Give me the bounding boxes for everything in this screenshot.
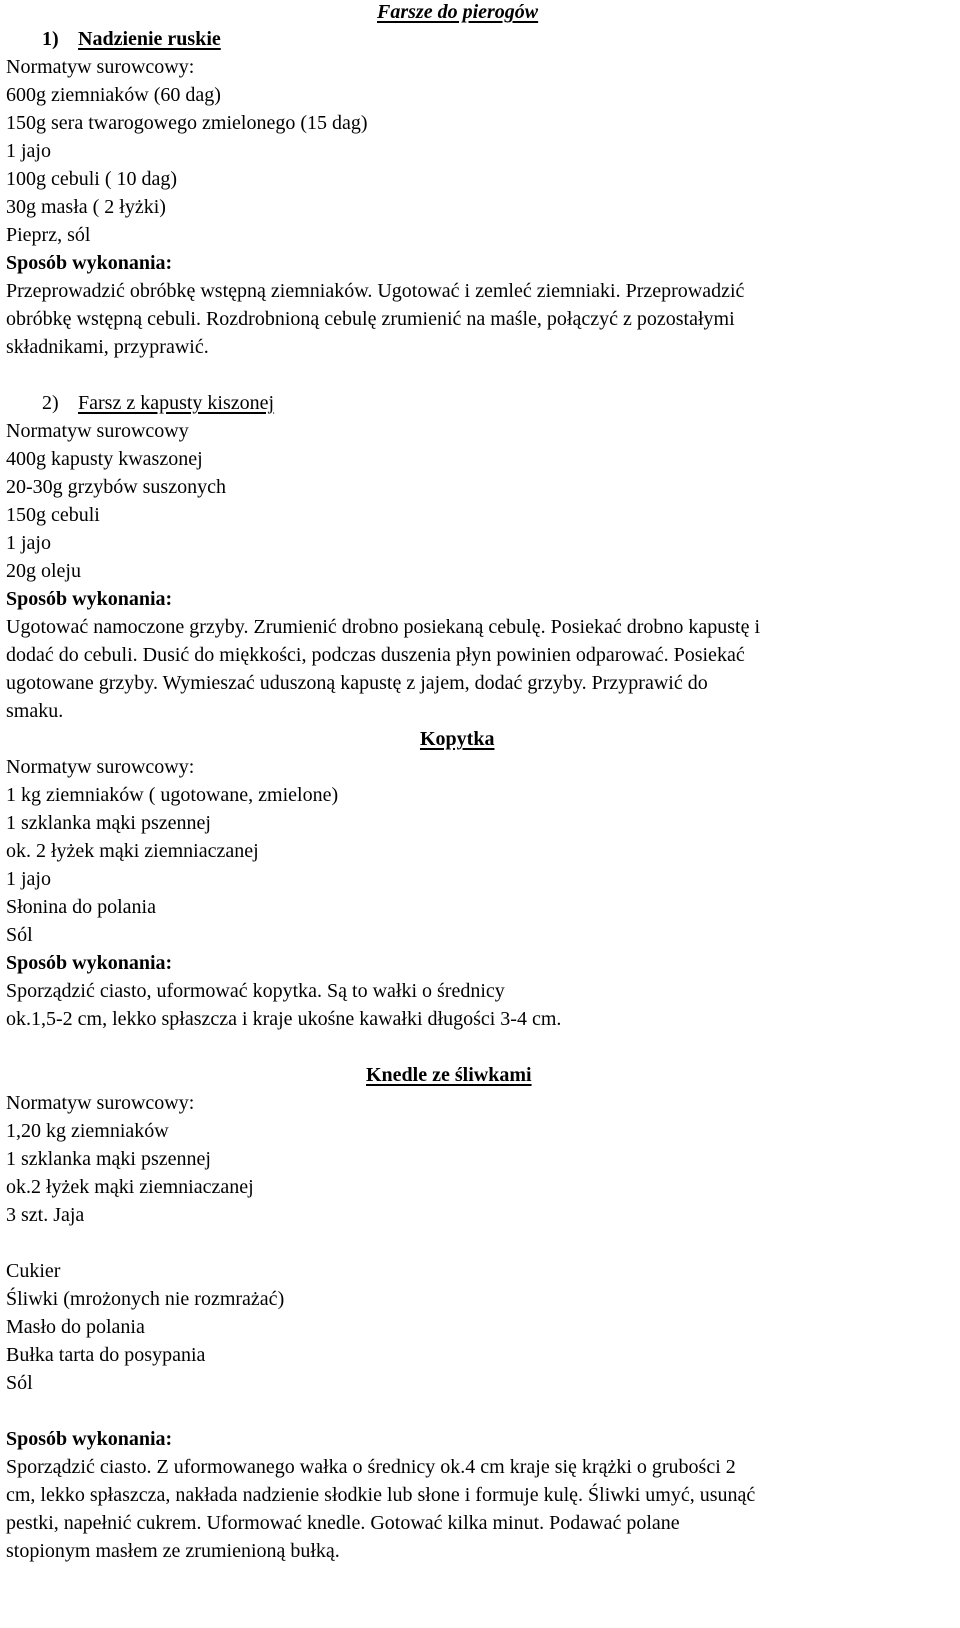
method-line: Ugotować namoczone grzyby. Zrumienić drobno posiekaną cebulę. Posiekać drobno kapustę i: [6, 616, 761, 638]
method-line: dodać do cebuli. Dusić do miękkości, podczas duszenia płyn powinien odparować. Posiekać: [6, 644, 745, 666]
section-1-norm-label: Normatyw surowcowy:: [6, 56, 195, 78]
ingredient-line: 1 szklanka mąki pszennej: [6, 1148, 211, 1170]
ingredient-line: 150g cebuli: [6, 504, 100, 526]
ingredient-line: Cukier: [6, 1260, 61, 1282]
ingredient-line: ok.2 łyżek mąki ziemniaczanej: [6, 1176, 254, 1198]
method-line: Sporządzić ciasto, uformować kopytka. Są to wałki o średnicy: [6, 980, 505, 1002]
ingredient-line: 3 szt. Jaja: [6, 1204, 85, 1226]
method-line: smaku.: [6, 700, 64, 722]
section-2-method-label: Sposób wykonania:: [6, 588, 173, 610]
ingredient-line: 1 jajo: [6, 532, 51, 554]
ingredient-line: 1 jajo: [6, 868, 51, 890]
method-line: składnikami, przyprawić.: [6, 336, 209, 358]
section-2-heading: [42, 389, 274, 417]
method-line: Sporządzić ciasto. Z uformowanego wałka o średnicy ok.4 cm kraje się krążki o grubości 2: [6, 1456, 736, 1478]
ingredient-line: Sól: [6, 924, 33, 946]
ingredient-line: Pieprz, sól: [6, 224, 91, 246]
ingredient-line: Słonina do polania: [6, 896, 156, 918]
section-4-method-label: Sposób wykonania:: [6, 1428, 173, 1450]
method-line: Przeprowadzić obróbkę wstępną ziemniaków. Ugotować i zemleć ziemniaki. Przeprowadzić: [6, 280, 745, 302]
ingredient-line: Bułka tarta do posypania: [6, 1344, 206, 1366]
section-1-title: Nadzienie ruskie: [78, 28, 221, 50]
method-line: cm, lekko spłaszcza, nakłada nadzienie słodkie lub słone i formuje kulę. Śliwki umyć, usunąć: [6, 1484, 756, 1506]
method-line: ok.1,5-2 cm, lekko spłaszcza i kraje ukośne kawałki długości 3-4 cm.: [6, 1008, 562, 1030]
section-3-title: Kopytka: [420, 728, 495, 750]
section-1-method-label: Sposób wykonania:: [6, 252, 173, 274]
page-title: Farsze do pierogów: [377, 1, 539, 23]
ingredient-line: Masło do polania: [6, 1316, 145, 1338]
ingredient-line: Sól: [6, 1372, 33, 1394]
ingredient-line: 150g sera twarogowego zmielonego (15 dag): [6, 112, 368, 134]
method-line: obróbkę wstępną cebuli. Rozdrobnioną cebulę zrumienić na maśle, połączyć z pozostałymi: [6, 308, 735, 330]
section-2-norm-label: Normatyw surowcowy: [6, 420, 189, 442]
ingredient-line: 20-30g grzybów suszonych: [6, 476, 226, 498]
ingredient-line: 400g kapusty kwaszonej: [6, 448, 203, 470]
ingredient-line: 1 kg ziemniaków ( ugotowane, zmielone): [6, 784, 339, 806]
section-2-title: Farsz z kapusty kiszonej: [78, 392, 275, 414]
section-4-title: Knedle ze śliwkami: [366, 1064, 532, 1086]
ingredient-line: 1,20 kg ziemniaków: [6, 1120, 169, 1142]
section-1-number: 1): [42, 28, 59, 50]
ingredient-line: 1 jajo: [6, 140, 51, 162]
method-line: ugotowane grzyby. Wymieszać uduszoną kapustę z jajem, dodać grzyby. Przyprawić do: [6, 672, 708, 694]
ingredient-line: 600g ziemniaków (60 dag): [6, 84, 221, 106]
section-3-norm-label: Normatyw surowcowy:: [6, 756, 195, 778]
method-line: stopionym masłem ze zrumienioną bułką.: [6, 1540, 340, 1562]
ingredient-line: Śliwki (mrożonych nie rozmrażać): [6, 1288, 285, 1310]
section-2-number: 2): [42, 392, 59, 414]
ingredient-line: 1 szklanka mąki pszennej: [6, 812, 211, 834]
method-line: pestki, napełnić cukrem. Uformować knedle. Gotować kilka minut. Podawać polane: [6, 1512, 680, 1534]
ingredient-line: 100g cebuli ( 10 dag): [6, 168, 178, 190]
ingredient-line: 30g masła ( 2 łyżki): [6, 196, 166, 218]
section-3-method-label: Sposób wykonania:: [6, 952, 173, 974]
section-1-heading: [42, 25, 221, 53]
section-4-norm-label: Normatyw surowcowy:: [6, 1092, 195, 1114]
ingredient-line: 20g oleju: [6, 560, 81, 582]
ingredient-line: ok. 2 łyżek mąki ziemniaczanej: [6, 840, 259, 862]
